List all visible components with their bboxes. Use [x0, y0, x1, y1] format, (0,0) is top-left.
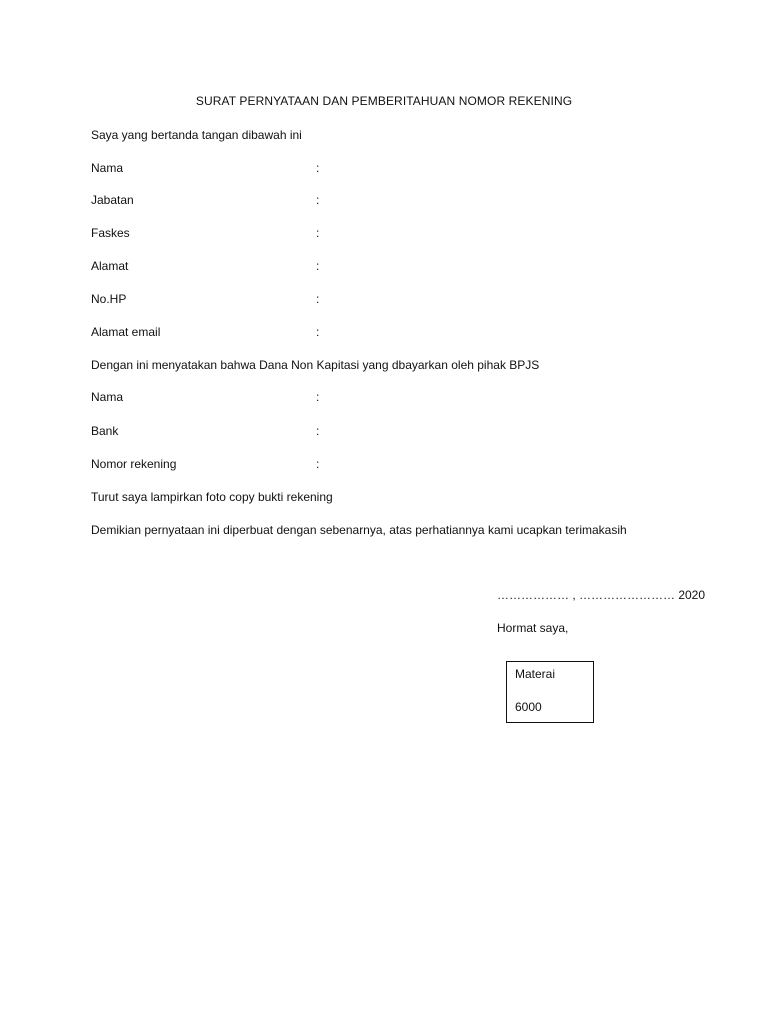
field-row-nohp — [91, 292, 391, 310]
field-colon: : — [316, 226, 320, 240]
field-row-account-number — [91, 457, 391, 475]
field-row-jabatan — [91, 193, 391, 211]
field-row-faskes — [91, 226, 391, 244]
field-label: No.HP — [91, 292, 127, 306]
signature-greeting: Hormat saya, — [497, 621, 569, 635]
field-label: Faskes — [91, 226, 130, 240]
field-colon: : — [316, 161, 320, 175]
field-label: Jabatan — [91, 193, 134, 207]
stamp-duty-box — [506, 661, 594, 723]
field-colon: : — [316, 390, 320, 404]
closing-text: Demikian pernyataan ini diperbuat dengan sebenarnya, atas perhatiannya kami ucapkan terimakasih — [91, 523, 627, 537]
field-row-alamat — [91, 259, 391, 277]
intro-text: Saya yang bertanda tangan dibawah ini — [91, 128, 302, 142]
field-colon: : — [316, 193, 320, 207]
field-label: Nama — [91, 390, 124, 404]
field-colon: : — [316, 259, 320, 273]
field-row-email — [91, 325, 391, 343]
field-row-bank — [91, 424, 391, 442]
attachment-note: Turut saya lampirkan foto copy bukti rekening — [91, 490, 333, 504]
statement-text: Dengan ini menyatakan bahwa Dana Non Kapitasi yang dbayarkan oleh pihak BPJS — [91, 358, 540, 372]
field-row-account-name — [91, 390, 391, 408]
field-label: Bank — [91, 424, 119, 438]
field-row-nama — [91, 161, 391, 179]
field-colon: : — [316, 457, 320, 471]
field-colon: : — [316, 325, 320, 339]
field-colon: : — [316, 424, 320, 438]
document-title: SURAT PERNYATAAN DAN PEMBERITAHUAN NOMOR REKENING — [195, 94, 573, 108]
field-label: Alamat — [91, 259, 129, 273]
field-label: Alamat email — [91, 325, 161, 339]
signature-date-line: ……………… , …………………… 2020 — [497, 588, 706, 602]
stamp-label: Materai — [515, 667, 556, 681]
field-label: Nomor rekening — [91, 457, 177, 471]
field-colon: : — [316, 292, 320, 306]
field-label: Nama — [91, 161, 124, 175]
stamp-value: 6000 — [515, 700, 542, 714]
